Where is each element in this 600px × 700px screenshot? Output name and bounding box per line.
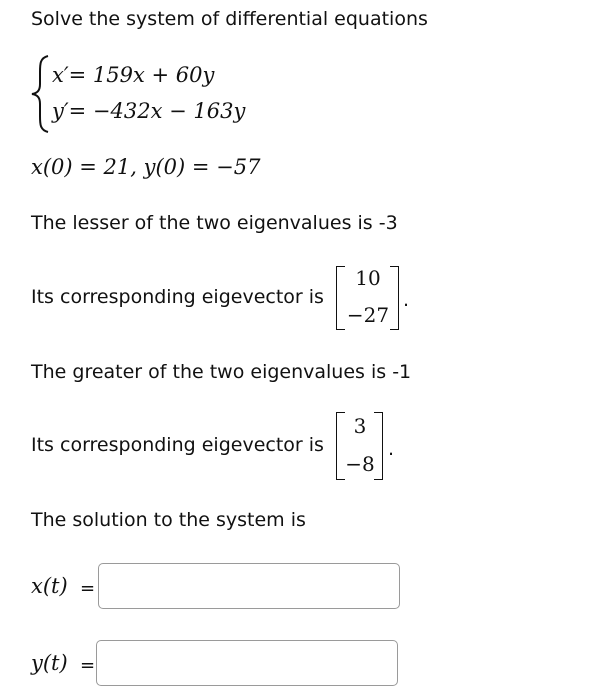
y-t-label: y(t) xyxy=(31,651,68,675)
x-t-answer-input[interactable] xyxy=(98,563,400,609)
eigenvector-1-bottom: −27 xyxy=(346,303,390,327)
equation-x-prime: x′= 159x + 60y xyxy=(52,63,215,87)
left-brace-icon xyxy=(28,54,52,134)
eigenvector-1-period: . xyxy=(403,289,410,311)
eigenvector-2-top: 3 xyxy=(353,414,367,438)
greater-eigenvalue-text: The greater of the two eigenvalues is -1 xyxy=(31,361,412,383)
eigenvector-1-text: Its corresponding eigevector is xyxy=(31,286,324,308)
x-t-label: x(t) xyxy=(31,574,68,598)
eigenvector-2-period: . xyxy=(388,438,395,460)
eigenvector-2-bottom: −8 xyxy=(345,452,375,476)
eigenvector-2-text: Its corresponding eigevector is xyxy=(31,434,324,456)
lesser-eigenvalue-text: The lesser of the two eigenvalues is -3 xyxy=(31,212,398,234)
right-bracket xyxy=(390,266,399,330)
solution-text: The solution to the system is xyxy=(31,509,306,531)
initial-conditions: x(0) = 21, y(0) = −57 xyxy=(31,155,261,179)
problem-prompt: Solve the system of differential equations xyxy=(31,8,428,30)
x-t-equals: = xyxy=(80,578,96,599)
y-t-answer-input[interactable] xyxy=(96,640,398,686)
equation-y-prime: y′= −432x − 163y xyxy=(52,99,246,123)
right-bracket xyxy=(374,412,383,480)
y-t-equals: = xyxy=(80,655,96,676)
eigenvector-1-top: 10 xyxy=(355,266,381,290)
